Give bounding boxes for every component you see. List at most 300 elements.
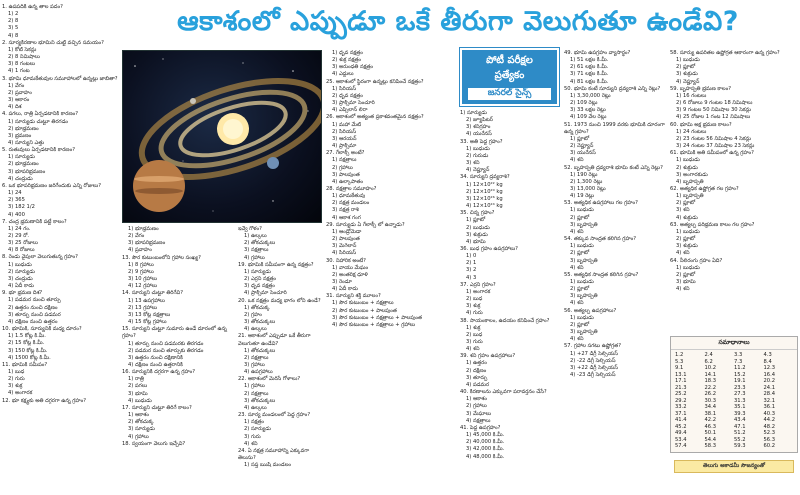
answer-option: 4) ఉల్కాపాతం (332, 178, 364, 185)
question-text: 33. అతి పెద్ద గ్రహం? (460, 138, 503, 145)
answer-key-item: 2.4 (704, 352, 713, 358)
answer-option: 2) 8 నిమిషాలు (8, 54, 40, 61)
answer-option: 1) రాత్రి (128, 376, 144, 383)
answer-option: 1) 24 (8, 190, 22, 197)
answer-option: 1) 1.5 కోట్ల కి.మీ. (8, 333, 46, 340)
answer-option: 2) 15 కోట్ల కి.మీ. (8, 340, 45, 347)
answer-option: 3) తోకచుక్కలు (244, 319, 276, 326)
answer-option: 4) 1500 కోట్ల కి.మీ. (8, 354, 51, 361)
answer-option: 2) నక్షత్రాలు (244, 390, 269, 397)
answer-option: 3) భూమి (128, 390, 148, 397)
answer-option: 1) ప్లూటో (466, 217, 486, 224)
answer-option: 4) ఏదీ కాదు (332, 286, 358, 293)
question-text: 22. ఆకాశంలో మెరిసే గోళాలు? (238, 376, 301, 383)
answer-key-item: 15.2 (734, 371, 746, 378)
answer-option: 1) సౌర కుటుంబం + నక్షత్రాలు (332, 300, 394, 307)
answer-option: 4) బృహస్పతి (676, 178, 704, 185)
answer-key-item: 10.2 (704, 365, 717, 371)
answer-key-item: 50.1 (704, 430, 717, 436)
answer-option: 1) 190 రెట్లు (570, 171, 598, 178)
answer-option: 2) భూభ్రమణం (8, 161, 39, 168)
answers-box (670, 336, 798, 453)
answer-key-item: 41.4 (675, 417, 687, 423)
answer-option: 1) నక్షత్రాలు (332, 157, 357, 164)
answer-option: 3) సౌర కుటుంబం + నక్షత్రాలు + పాలపుంత (332, 314, 423, 321)
answer-option: 4) ఆకాశ గంగ (332, 214, 361, 221)
answer-option: 2) గురు (8, 376, 25, 383)
badge-line2: ప్రత్యేకం (494, 70, 525, 81)
answer-option: 2) పాలపుంత (332, 236, 360, 243)
answer-key-item: 35.1 (734, 404, 746, 410)
answer-key-item: 30.3 (704, 397, 717, 404)
answer-option: 1) సూర్యుడు (244, 268, 271, 275)
question-text: ఇవ్వే గోళం? (238, 226, 262, 232)
answer-option: 1) ప్లూటో (570, 135, 590, 142)
answer-option: 2) ప్లూటో (570, 321, 590, 328)
answer-option: 2) పగలు (128, 383, 148, 390)
answer-option: 1) బుధుడు (570, 207, 594, 214)
answer-option: 4) ఏదీ కాదు (8, 283, 34, 290)
answer-option: 4) అంగారక (8, 390, 33, 397)
answer-option: 1) సప్త ఋషి మండలం (244, 462, 292, 469)
answer-option: 3) తూర్పు (466, 374, 488, 381)
answer-key-item: 47.1 (734, 423, 746, 430)
answer-option: 2) 8 (8, 18, 19, 25)
answer-option: 2) 1 (466, 260, 477, 267)
answer-key-item: 46.3 (704, 423, 717, 430)
answer-option: 2) 29 రో. (8, 233, 30, 239)
question-text: 38. సాయంకాలం, ఉదయం కనిపించే గ్రహం? (460, 317, 550, 324)
answer-option: 2) నక్షత్ర మండలం (332, 200, 370, 207)
badge-line3: జనరల్ సైన్స్ (468, 88, 551, 100)
answer-option: 4) ప్రవాహం (128, 247, 152, 254)
answer-option: 3) పాలపుంత (332, 171, 360, 178)
answer-option: 4) 12 గ్రహాలు (128, 283, 158, 290)
answer-option: 2) సూర్యుడు (244, 426, 271, 433)
question-text: 54. తక్కువ సాంద్రత కలిగిన గ్రహం? (564, 236, 637, 243)
answer-option: 1) ఉత్తరం (466, 360, 487, 367)
answer-option: 3) 33 లక్షల రెట్లు (570, 107, 606, 114)
answer-option: 1) బుధుడు (570, 314, 594, 321)
answer-option: 3) నక్షత్రాలు (244, 247, 269, 254)
answer-option: 1) 13 ఉపగ్రహాలు (128, 297, 165, 304)
answer-option: 4) గ్రహాలు (128, 433, 149, 440)
answer-option: 2) ప్లూటో (676, 271, 696, 278)
answer-option: 3) 42,000 కి.మీ. (466, 446, 505, 453)
answer-key-item: 33.2 (675, 404, 687, 410)
answer-option: 4) 81 లక్షల కి.మీ. (570, 78, 609, 85)
answer-option: 4) చంద్రుడు (8, 175, 33, 182)
question-text: 35. చిన్న గ్రహం? (460, 210, 495, 217)
answers-grid (671, 350, 797, 451)
answer-option: 4) గ్రహాలు (244, 254, 265, 261)
answer-option: 2) శుక్ర నక్షత్రం (332, 57, 361, 64)
answer-option: 2) శుక్రుడు (676, 164, 698, 171)
answer-option: 2) ఎర్రని నక్షత్రం (244, 276, 277, 283)
answer-option: 1) 51 లక్షల కి.మీ. (570, 57, 609, 64)
question-text: 26. ఆకాశంలో అత్యంత ప్రకాశవంతమైన నక్షత్రం? (326, 114, 424, 121)
answer-key-item: 57.4 (675, 443, 687, 449)
answer-key-item: 52.3 (763, 430, 776, 436)
answer-option: 2) తోకచుక్కలు (244, 240, 276, 247)
question-text: 19. భూమికి సమీపంగా ఉన్న నక్షత్రం? (238, 261, 314, 268)
answer-key-item: 4.3 (763, 352, 772, 358)
answer-option: 1) భూభ్రమణం (128, 226, 159, 232)
answer-option: 3) మేఘాలు (466, 410, 492, 417)
answer-option: 1) బుధుడు (570, 279, 594, 285)
answer-key-item: 24.1 (763, 384, 776, 391)
answer-option: 4) దక్షిణం నుంచి ఉత్తరం (8, 318, 58, 325)
answer-option: 1) 0 (466, 253, 477, 260)
question-text: 29. సూర్యుడు ఏ గేలాక్సీ లో ఉన్నాడు? (326, 221, 405, 228)
question-text: 3. భూమి ధూమకేతువుల సమూహాలలో ఉన్నట్లు జాబితా? (2, 75, 118, 82)
answer-option: 3) నక్షత్ర రాశి (332, 207, 359, 214)
answer-option: 2) 12×10²⁰ kg (466, 188, 503, 195)
question-text: 55. అత్యధిక సాంద్రత కలిగిన గ్రహం? (564, 271, 639, 278)
answer-option: 3) శుక్రుడు (676, 243, 698, 250)
answer-key-item: 58.3 (704, 443, 717, 449)
answer-option: 2) 13 గ్రహాలు (128, 304, 158, 311)
question-text: 34. సూర్యుని ద్రవ్యరాశి? (460, 174, 510, 181)
answer-option: 2) భూభ్రమణం (8, 125, 39, 132)
answer-key-item: 48.2 (763, 423, 776, 430)
answer-option: 3) రెండూ (332, 279, 352, 285)
answer-option: 3) ఆరయన్ (332, 135, 357, 142)
answer-option: 1) పడమర నుంచి తూర్పు (8, 297, 61, 304)
answer-option: 4) శని (570, 300, 584, 307)
answer-option: 1) సిరియస్ (332, 85, 357, 92)
headline: ఆకాశంలో ఎప్పుడూ ఒకే తీరుగా వెలుగుతూ ఉండేవి? (177, 6, 739, 37)
question-text: 25. ఆకాశంలో స్థిరంగా ఉన్నట్లు కనిపించే నక్షత్రం? (326, 78, 424, 85)
answer-option: 2) 9 గ్రహాలు (128, 268, 154, 275)
answer-option: 1) తూర్పు నుంచి పడమరకు తిరగడం (128, 340, 204, 347)
answer-key-item: 1.2 (675, 352, 684, 358)
answer-option: 4) దక్షిణం నుంచి ఉత్తరానికి (128, 361, 183, 368)
question-column-6 (564, 50, 666, 492)
answer-option: 3) భ్రమణం (8, 132, 32, 139)
answer-option: 3) మెగెలాన్ (332, 243, 357, 250)
question-text: 10. భూమికి, సూర్యునికి మధ్య దూరం? (2, 326, 82, 333)
answer-option: 4) 15 కోట్ల గ్రహాలు (128, 319, 167, 326)
answer-option: 1) వేగం (8, 82, 25, 89)
answer-option: 2) 23 గంటల 56 నిమిషాల 4 సెకన్లు (676, 135, 751, 142)
answer-key-item: 18.3 (704, 378, 717, 384)
question-text: 41. పెద్ద ఉపగ్రహం? (460, 424, 501, 431)
answer-option: 2) తోకచుక్క (128, 419, 154, 426)
answer-option: 4) శని (570, 228, 584, 235)
answer-option: 3) తూర్పు నుంచి పడమర (8, 311, 61, 318)
question-column-3 (238, 226, 322, 492)
answer-option: 2) ప్లూటో (676, 236, 696, 243)
answer-option: 4) నెప్ట్యూన్ (676, 78, 700, 85)
answer-key-item: 17.1 (675, 378, 687, 384)
answer-key-item: 56.3 (763, 436, 776, 443)
answer-key-item: 55.2 (734, 436, 746, 443)
answer-option: 3) 182 1/2 (8, 204, 35, 211)
question-text: 31. సూర్యుని శక్తి మూలం? (326, 293, 381, 300)
answer-option: 3) ఆకారం (8, 97, 30, 104)
question-text: 9. భూ భ్రమణ దిశ? (2, 290, 43, 297)
answer-option: 2) ధృవ నక్షత్రం (332, 92, 363, 99)
answer-option: 4) శని (676, 286, 690, 293)
answer-option: 2) జ్యూపిటర్ (466, 117, 493, 124)
answer-option: 3) శుక్ర (466, 303, 481, 310)
answer-option: 3) భూపరిభ్రమణం (128, 240, 166, 247)
answer-option: 4) నక్షత్రాలు (466, 417, 491, 424)
answer-option: 2) సిరియస్ (332, 128, 357, 135)
answer-option: 3) శుక్ర (8, 383, 23, 390)
question-text: 28. నక్షత్రాల సమూహం? (326, 185, 377, 192)
answer-option: 4) భూమి (466, 238, 486, 245)
answer-key-item: 37.1 (675, 410, 687, 417)
answer-key-item: 29.2 (675, 397, 687, 404)
answer-option: 1) సూర్యుడు (8, 154, 35, 161)
question-text: 60. భూమి అక్ష భ్రమణ కాలం? (670, 121, 732, 128)
answer-option: 4) -23 డిగ్రీ సెల్సియస్ (570, 372, 616, 379)
answer-option: 1) తోకచుక్కలు (244, 347, 276, 354)
answer-option: 1) బుధుడు (466, 145, 490, 152)
question-text: 56. అత్యల్ప ఉపగ్రహాలు? (564, 307, 617, 314)
answer-key-item: 11.2 (734, 365, 746, 371)
answer-option: 1) 24 గం. (8, 225, 31, 232)
question-text: 52. బృహస్పతి ద్రవ్యరాశి భూమి కంటే ఎన్ని రెట్లు? (564, 164, 663, 171)
question-text: 11. భూమికి సమీపం? (2, 361, 48, 368)
answer-option: 3) బృహస్పతి (570, 257, 598, 264)
answer-key-item: 13.1 (675, 371, 687, 378)
answer-option: 3) బృహస్పతి (570, 221, 598, 228)
question-text: 17. సూర్యుని చుట్టూ తిరిగే కాలం? (122, 404, 192, 411)
answer-key-item: 16.4 (763, 371, 776, 378)
question-text: 61. భూమికి అతి సమీపంలో ఉన్న గ్రహం? (670, 150, 754, 157)
answer-key-item: 3.3 (734, 352, 743, 358)
answer-key-item: 8.4 (763, 358, 772, 365)
answer-option: 1) గ్రహాలు (244, 383, 265, 390)
answer-option: 2) 61 లక్షల కి.మీ. (570, 64, 609, 71)
solar-system-image (122, 50, 322, 223)
answer-option: 1) బుధ (8, 368, 25, 375)
answer-option: 1) ధృవ నక్షత్రం (332, 50, 363, 56)
answer-option: 2) ప్లూటో (570, 214, 590, 221)
answer-option: 4) 109 వేల రెట్లు (570, 114, 607, 121)
answer-option: 2) -22 డిగ్రీ సెల్సియస్ (570, 357, 616, 364)
answer-option: 1) 16 గంటలు (676, 92, 707, 99)
answer-key-item: 19.1 (734, 378, 746, 384)
answer-option: 2) గ్రహం (244, 311, 262, 318)
answer-key-item: 6.2 (704, 358, 713, 365)
badge-line1: పోటీ పరీక్షల (486, 55, 533, 66)
question-text: 20. ఒక నక్షత్రం మధ్య భాగం లోని ఉండే? (238, 297, 321, 304)
answer-option: 2) నెప్ట్యూన్ (570, 143, 594, 150)
answer-option: 2) ప్రవాహం (8, 89, 32, 96)
answer-option: 3) గురు (244, 433, 261, 440)
answer-option: 1) ఆండ్రోమెడా (332, 228, 362, 235)
answer-key-item: 59.3 (734, 443, 746, 449)
section-badge (460, 48, 559, 106)
question-text: 15. సూర్యుని చుట్టూ సుమారు ఉండే దూరంలో ఉన్న గ్రహం? (122, 326, 227, 340)
answer-option: 1) బుధుడు (570, 243, 594, 250)
answer-option: 2) దక్షిణం (466, 367, 487, 374)
answer-option: 4) శని (570, 264, 584, 271)
answer-key-item: 5.3 (675, 358, 684, 365)
answer-key-item: 23.3 (734, 384, 746, 391)
answer-option: 1) 24 గంటలు (676, 128, 707, 135)
answer-option: 1) ధూమకేతువు (332, 193, 366, 200)
answer-option: 1) 3,30,000 రెట్లు (570, 92, 611, 99)
answer-key-item: 32.1 (763, 397, 776, 404)
answer-key-item: 14.1 (704, 371, 717, 378)
answer-option: 4) శని (244, 440, 258, 447)
answer-option: 1) నక్షత్రం (244, 419, 264, 426)
answer-option: 3) బృహస్పతి (570, 293, 598, 300)
answer-key-item: 34.4 (704, 404, 717, 410)
answer-option: 2) ప్లూటో (676, 200, 696, 207)
question-text: 21. ఆకాశంలో ఎప్పుడూ ఒకే తీరుగా వెలుగుతూ ఉండేవి? (238, 333, 311, 347)
question-text: 4. పగలు, రాత్రి ఏర్పడటానికి కారణం? (2, 111, 79, 118)
answer-option: 1) బుధుడు (676, 264, 700, 271)
answer-option: 3) ఉత్తరం నుంచి దక్షిణానికి (128, 354, 183, 361)
question-text: 58. సూర్యు ఉపరితల ఉష్ణోగ్రత ఆకారంగా ఉన్న గ్రహం? (670, 50, 780, 56)
answer-option: 3) 150 కోట్ల కి.మీ. (8, 347, 48, 354)
answer-option: 3) 9 గంటల 50 నిమిషాల 30 సెకన్లు (676, 107, 751, 114)
answer-option: 1) ఉల్కలు (244, 233, 267, 240)
answer-key-item: 38.1 (704, 410, 717, 417)
answer-option: 3) 8 గంటలు (8, 61, 36, 68)
answer-key-item: 49.4 (675, 430, 687, 436)
question-text: 57. గ్రహాల సగటు ఉష్ణోగ్రత? (564, 343, 621, 350)
answer-option: 4) ప్రాక్సిమా (332, 143, 357, 150)
answer-option: 2) ప్లూటో (570, 286, 590, 293)
answer-option: 2) 6 రోజులు 9 గంటల 18 నిమిషాలు (676, 100, 753, 107)
answer-option: 3) సూర్యుడు (128, 426, 155, 433)
question-column-1 (2, 4, 118, 492)
answer-option: 4) సూర్యుని ఎత్తు (8, 139, 45, 146)
answer-option: 3) శుక్రుడు (466, 231, 488, 238)
question-text: 49. భూమి ఉపగ్రహం వ్యాసార్థం? (564, 50, 631, 56)
answer-option: 4) శని (570, 157, 584, 164)
answer-option: 3) అంగారకుడు (676, 171, 708, 178)
answer-option: 1) +27 డిగ్రీ సెల్సియస్ (570, 350, 618, 357)
answer-option: 4) పడమర (466, 381, 490, 388)
answer-option: 2) 1,300 రెట్లు (570, 178, 603, 185)
answer-option: 2) బుధ (466, 296, 483, 303)
question-text: 36. బుధ గ్రహం ఉపగ్రహాలు? (460, 245, 518, 252)
answer-option: 3) భూమి (676, 279, 696, 285)
answer-key-item: 54.4 (704, 436, 717, 443)
answer-option: 1) తోకచుక్క (244, 304, 270, 311)
answer-key-item: 21.3 (675, 384, 687, 391)
answer-key-item: 43.4 (734, 417, 746, 423)
question-text: 13. సౌర కుటుంబంలోని గ్రహాల సంఖ్య? (122, 254, 201, 261)
answers-title: సమాధానాలు (671, 337, 797, 350)
answer-option: 1) మహా మేటి (332, 121, 361, 128)
answer-key-item: 39.3 (734, 410, 746, 417)
answer-option: 4) 8 (8, 32, 19, 39)
answer-option: 1) సూర్యుడు చుట్టూ తిరగడం (8, 118, 68, 125)
answer-key-item: 44.2 (763, 417, 776, 423)
question-text: 1) సూర్యుడు (460, 110, 487, 116)
answer-option: 4) ఉపగ్రహాలు (244, 369, 273, 376)
question-text: 51. 1973 నుంచి 1999 వరకు భూమికి దూరంగా ఉన్న గ్రహం? (564, 121, 665, 135)
question-text: 39. శని గ్రహం ఉపగ్రహాలు? (460, 353, 516, 360)
answer-option: 2) గురుడు (466, 152, 489, 159)
question-text: 30. నిహారిక అంటే? (326, 257, 366, 264)
answer-key-item: 31.3 (734, 397, 746, 404)
answer-key-item: 9.1 (675, 365, 684, 371)
answer-option: 4) 48,000 కి.మీ. (466, 453, 505, 460)
answer-option: 2) నక్షత్రాలు (244, 354, 269, 361)
answer-option: 2) ప్లూటో (676, 64, 696, 71)
answer-option: 4) 8 రోజులు (8, 247, 35, 254)
question-text: 37. ఎర్రని గ్రహం? (460, 281, 496, 288)
answer-option: 3) శుక్రుడు (676, 71, 698, 78)
question-text: 27. గేలాక్సీ అంటే? (326, 150, 365, 157)
question-text: 5. రుతువులు ఏర్పడటానికి కారణం? (2, 147, 75, 154)
question-text: 6. ఒక భూపరిభ్రమణం జరిగేందుకు ఎన్ని రోజులు? (2, 182, 101, 189)
question-text: 53. అత్యధిక ఉపగ్రహాలు గల గ్రహం? (564, 200, 638, 207)
answer-option: 3) తోకచుక్కలు (244, 397, 276, 404)
answer-key-item: 60.2 (763, 443, 776, 449)
answer-option: 3) గురు (466, 339, 483, 345)
answer-option: 3) ప్రాక్సిమా సెంచూరి (332, 100, 375, 107)
answer-option: 3) చంద్రుడు (8, 275, 33, 282)
answer-option: 2) 40,000 కి.మీ. (466, 439, 505, 446)
answer-option: 4) శుక్రుడు (676, 214, 698, 221)
answer-option: 1) కోటి సెకన్లు (8, 46, 37, 53)
answer-option: 2) 109 రెట్లు (570, 100, 598, 107)
answer-option: 1) అంగారక (466, 288, 491, 295)
question-text: 50. భూమి కంటే సూర్యుని ద్రవ్యరాశి ఎన్ని రెట్లు? (564, 85, 661, 92)
answer-option: 3) 10 గ్రహాలు (128, 276, 158, 283)
answer-option: 4) ఎద్దులు (332, 71, 354, 78)
answer-key-item: 27.3 (734, 391, 746, 397)
question-text: 40. కిరణాలను ఎక్కువగా పరావర్తనం చేసే? (460, 389, 547, 396)
answer-option: 4) 12×10²⁴ kg (466, 203, 503, 210)
question-text: 2. సూర్యకిరణాల భూమిని చుట్టి వచ్చిన సమయం? (2, 39, 104, 46)
answer-option: 4) సౌర కుటుంబం + నక్షత్రాలు + గ్రహాలు (332, 321, 416, 328)
answer-option: 1) బుధుడు (676, 228, 700, 235)
answer-option: 4) ఎప్సిలాన్ లిరా (332, 107, 368, 114)
answer-option: 3) 12×10²⁶ kg (466, 195, 503, 202)
answer-option: 1) 12×10²² kg (466, 181, 503, 188)
answer-option: 3) 71 లక్షల కి.మీ. (570, 71, 609, 78)
question-text: 62. అత్యధిక ఉష్ణోగ్రత గల గ్రహం? (670, 185, 739, 192)
answer-option: 2) పడమర నుంచి తూర్పుకు తిరగడం (128, 347, 204, 354)
answer-key-item: 12.3 (763, 365, 776, 371)
answer-option: 3) 24 గంటల 37 నిమిషాల 23 సెకన్లు (676, 143, 755, 150)
answer-key-item: 26.2 (704, 391, 717, 397)
answer-option: 1) శుక్ర (466, 324, 481, 331)
answer-option: 4) 1 గంట (8, 68, 30, 75)
answer-option: 1) బృహస్పతి (676, 193, 704, 200)
answer-key-item: 40.3 (763, 410, 776, 417)
answer-option: 2) అంతరిక్ష ధూళి (332, 271, 368, 278)
answer-option: 4) యురేనస్ (466, 131, 492, 138)
answer-key-item: 42.2 (704, 417, 717, 423)
answer-option: 4) ఉల్కలు (244, 326, 267, 333)
answer-option: 1) 45,000 కి.మీ. (466, 432, 505, 439)
answer-option: 4) 400 (8, 211, 25, 218)
answer-option: 2) బుధ (466, 331, 483, 338)
answer-option: 1) బుధుడు (676, 157, 700, 164)
answer-option: 2) గ్రహాలు (466, 403, 487, 410)
answer-option: 2) 365 (8, 197, 25, 204)
answer-option: 2) ఉత్తరం నుంచి దక్షిణం (8, 304, 58, 311)
answer-option: 1) బుధుడు (8, 261, 32, 268)
answer-option: 4) ఉల్కలు (244, 404, 267, 411)
answer-option: 2) ప్లూటో (570, 250, 590, 257)
answer-option: 1) 2 (8, 11, 19, 18)
answer-option: 4) శని (676, 250, 690, 257)
